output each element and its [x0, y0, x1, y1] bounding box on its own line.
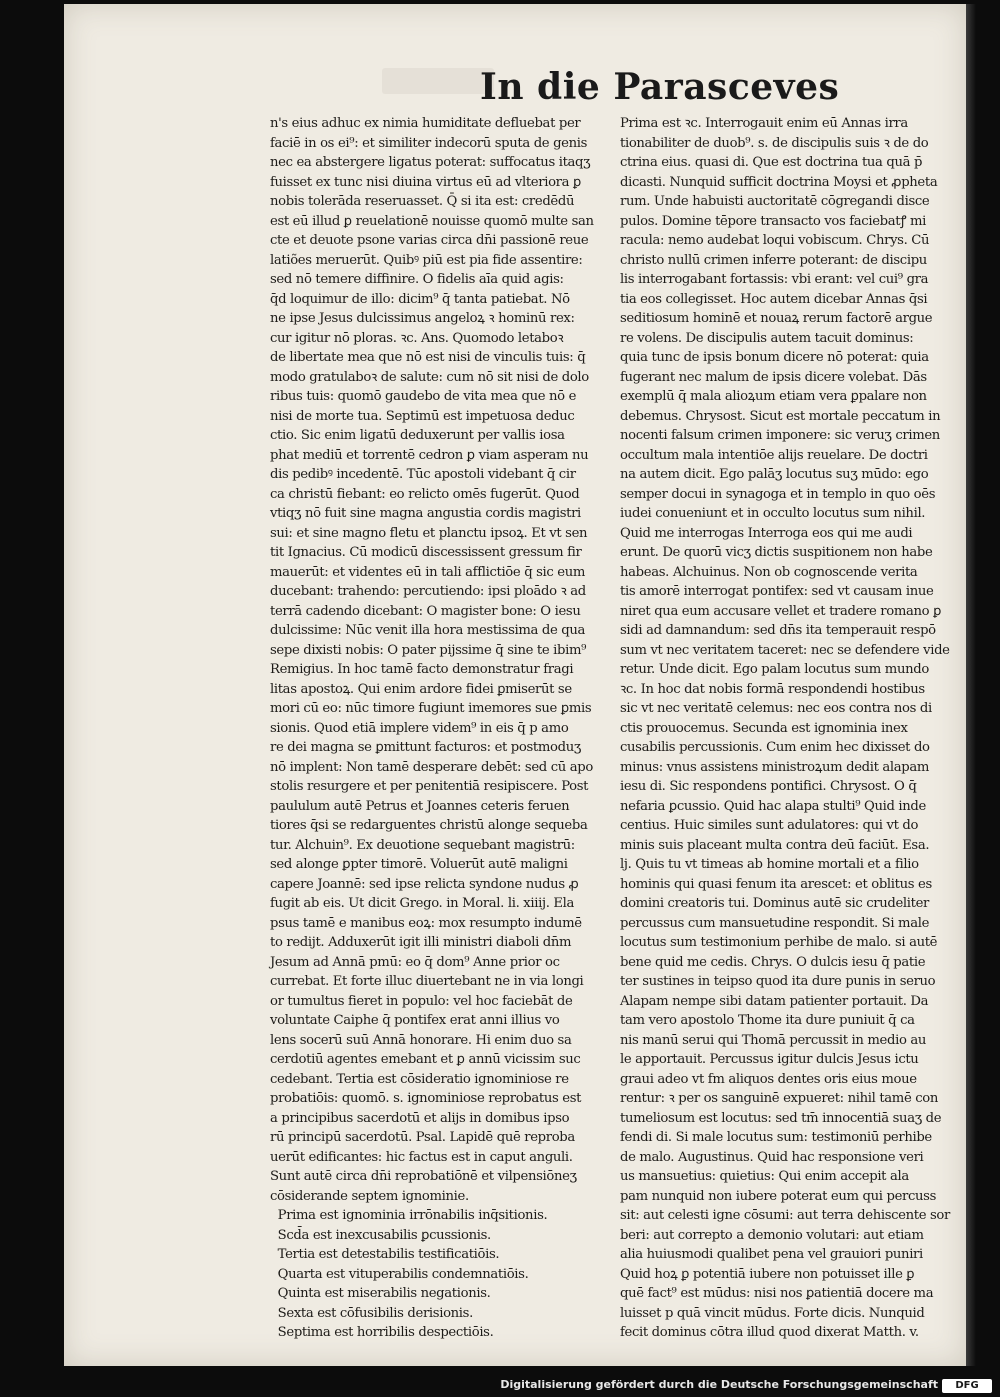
text-line: rentur: ꝛ per os sanguinē expueret: nihil tamē con — [620, 1091, 939, 1106]
text-line: capere Joannē: sed ipse relicta syndone nudus ꝓ — [270, 876, 579, 892]
text-line: sed nō temere diffinire. O fidelis aīa quid agis: — [270, 272, 564, 287]
text-line: Prima est ꝛc. Interrogauit enim eū Annas irra — [620, 116, 908, 131]
text-line: nisi de morte tua. Septimū est impetuosa deduc — [270, 408, 575, 424]
text-line: debemus. Chrysost. Sicut est mortale peccatum in — [620, 408, 941, 424]
text-line: dis pedibꝰ incedentē. Tūc apostoli videbant q̄ cir — [270, 467, 576, 482]
text-line: stolis resurgere et per penitentiā resipiscere. Post — [270, 779, 589, 794]
text-line: nobis tolerāda reseruasset. Q̄ si ita est: credēdū — [270, 194, 575, 209]
text-line: exemplū q̄ mala alioꝝum etiam vera ꝑpalare non — [620, 389, 927, 404]
text-line: mori cū eo: nūc timore fugiunt imemores sue ꝑmis — [270, 701, 592, 716]
text-line: pam nunquid non iubere poterat eum qui percuss — [620, 1188, 936, 1204]
text-line: cerdotiū agentes emebant et ꝑ annū vicissim suc — [270, 1052, 581, 1067]
text-line: rū principū sacerdotū. Psal. Lapidē quē reproba — [270, 1130, 575, 1145]
footer-bar — [0, 1376, 1000, 1397]
text-column-right — [620, 114, 950, 1343]
text-line: Tertia est detestabilis testificatiōis. — [270, 1247, 500, 1262]
text-line: currebat. Et forte illuc diuertebant ne in via longi — [270, 974, 584, 989]
text-line: domini creatoris tui. Dominus autē sic crudeliter — [620, 896, 929, 911]
text-line: paululum autē Petrus et Joannes ceteris feruen — [270, 798, 570, 814]
text-line: bene quid me cedis. Chrys. O dulcis iesu q̄ patie — [620, 954, 926, 970]
funding-notice: Digitalisierung gefördert durch die Deutsche Forschungsgemeinschaft — [500, 1378, 938, 1391]
text-line: dulcissime: Nūc venit illa hora mestissima de qua — [270, 623, 586, 638]
text-line: latiões meruerūt. Quibꝰ piū est pia fide assentire: — [270, 252, 583, 268]
text-line: rum. Unde habuisti auctoritatē cōgregandi disce — [620, 194, 930, 209]
page-edge-shadow — [966, 4, 976, 1366]
text-line: probatiōis: quomō. s. ignominiose reprobatus est — [270, 1091, 582, 1106]
text-line: luisset p quā vincit mūdus. Forte dicis. Nunquid — [620, 1305, 925, 1321]
text-line: nocenti falsum crimen imponere: sic veruʒ crimen — [620, 428, 940, 443]
text-line: q̄d loquimur de illo: dicim⁹ q̄ tanta patiebat. Nō — [270, 291, 570, 307]
text-line: fecit dominus cōtra illud quod dixerat Matth. v. — [620, 1325, 919, 1340]
text-line: beri: aut correpto a demonio volutari: aut etiam — [620, 1227, 924, 1243]
text-line: tam vero apostolo Thome ita dure puniuit q̄ ca — [620, 1013, 915, 1028]
text-line: voluntate Caiphe q̄ pontifex erat anni illius vo — [270, 1013, 560, 1028]
text-line: tur. Alchuin⁹. Ex deuotione sequebant magistrū: — [270, 837, 575, 853]
text-line: sic vt nec veritatē celemus: nec eos contra nos di — [620, 701, 932, 716]
text-line: lj. Quis tu vt timeas ab homine mortali et a filio — [620, 857, 919, 872]
text-line: Quid me interrogas Interroga eos qui me audi — [620, 525, 913, 541]
text-line: ctio. Sic enim ligatū deduxerunt per vallis iosa — [270, 428, 565, 443]
text-line: Quinta est miserabilis negationis. — [270, 1286, 491, 1301]
text-column-left — [270, 114, 606, 1343]
text-line: or tumultus fieret in populo: vel hoc faciebāt de — [270, 993, 573, 1009]
text-line: sionis. Quod etiā implere videm⁹ in eis q̄ p amo — [270, 720, 569, 736]
text-line: cte et deuote psone varias circa dn̄i passionē reue — [270, 233, 589, 248]
text-line: de libertate mea que nō est nisi de vinculis tuis: q̄ — [270, 350, 586, 365]
text-line: ꝛc. In hoc dat nobis formā respondendi hostibus — [620, 681, 925, 697]
text-line: de malo. Augustinus. Quid hac responsione veri — [620, 1149, 924, 1165]
text-line: erunt. De quorū vicʒ dictis suspitionem non habe — [620, 545, 933, 560]
text-line: faciē in os ei⁹: et similiter indecorū sputa de genis — [270, 135, 588, 151]
text-line: tit Ignacius. Cū modicū discessissent gressum fir — [270, 545, 582, 560]
text-line: Septima est horribilis despectiōis. — [270, 1325, 494, 1340]
text-line: centius. Huic similes sunt adulatores: qui vt do — [620, 818, 919, 833]
text-line: tionabiliter de duob⁹. s. de discipulis suis ꝛ de do — [620, 135, 929, 151]
text-line: ne ipse Jesus dulcissimus angeloꝝ ꝛ hominū rex: — [270, 311, 575, 326]
text-line: le apportauit. Percussus igitur dulcis Jesus ictu — [620, 1052, 919, 1067]
text-line: pulos. Domine tēpore transacto vos faciebatꝭ mi — [620, 213, 926, 229]
text-line: quē fact⁹ est mūdus: nisi nos ꝑatientiā docere ma — [620, 1286, 934, 1301]
text-line: nis manū serui qui Thomā percussit in medio au — [620, 1032, 927, 1048]
dfg-logo: DFG — [942, 1379, 992, 1393]
text-line: Quarta est vituperabilis condemnatiōis. — [270, 1266, 529, 1282]
text-line: cōsiderande septem ignominie. — [270, 1188, 469, 1204]
text-line: Scd̄a est inexcusabilis ꝑcussionis. — [270, 1227, 491, 1243]
text-line: ter sustines in teipso quod ita dure punis in seruo — [620, 974, 936, 989]
text-line: terrā cadendo dicebant: O magister bone: O iesu — [270, 603, 581, 619]
text-line: graui adeo vt fm aliquos dentes oris eius moue — [620, 1071, 917, 1087]
faded-folio-mark — [382, 68, 494, 94]
text-line: minus: vnus assistens ministroꝝum dedit alapam — [620, 759, 930, 775]
text-line: to redijt. Adduxerūt igit illi ministri diaboli dn̄m — [270, 935, 572, 950]
text-line: nō implent: Non tamē desperare debēt: sed cū apo — [270, 759, 593, 775]
text-line: sui: et sine magno fletu et planctu ipsoꝝ. Et vt sen — [270, 525, 588, 541]
text-line: sum vt nec veritatem taceret: nec se defendere vide — [620, 642, 950, 658]
text-line: fendi di. Si male locutus sum: testimoniū perhibe — [620, 1130, 932, 1145]
text-line: Alapam nempe sibi datam patienter portauit. Da — [620, 993, 929, 1009]
text-line: iesu di. Sic respondens pontifici. Chrysost. O q̄ — [620, 779, 917, 794]
text-line: n's eius adhuc ex nimia humiditate defluebat per — [270, 116, 581, 131]
text-line: tis amorē interrogat pontifex: sed vt causam inue — [620, 584, 934, 599]
text-line: sed alonge ꝑpter timorē. Voluerūt autē maligni — [270, 857, 568, 872]
text-line: ctis prouocemus. Secunda est ignominia inex — [620, 720, 908, 736]
text-line: dicasti. Nunquid sufficit doctrina Moysi et ꝓpheta — [620, 174, 938, 190]
text-line: sit: aut celesti igne cōsumi: aut terra dehiscente sor — [620, 1208, 950, 1223]
text-line: uerūt edificantes: hic factus est in caput anguli. — [270, 1149, 573, 1165]
text-line: niret qua eum accusare vellet et tradere romano ꝑ — [620, 603, 942, 619]
text-line: occultum mala intentiōe alijs reuelare. De doctri — [620, 447, 928, 463]
text-line: psus tamē e manibus eoꝝ: mox resumpto indumē — [270, 915, 582, 931]
text-line: modo gratulaboꝛ de salute: cum nō sit nisi de dolo — [270, 369, 589, 385]
text-line: sidi ad damnandum: sed dn̄s ita temperauit respō — [620, 623, 936, 638]
text-line: a principibus sacerdotū et alijs in domibus ipso — [270, 1110, 570, 1126]
text-line: us mansuetius: quietius: Qui enim accepit ala — [620, 1169, 909, 1184]
text-line: Prima est ignominia irrōnabilis inq̄sitionis. — [270, 1208, 548, 1223]
text-line: na autem dicit. Ego palāʒ locutus suʒ mūdo: ego — [620, 467, 929, 482]
text-line: iudei conueniunt et in occulto locutus sum nihil. — [620, 506, 926, 521]
text-line: fugit ab eis. Ut dicit Grego. in Moral. li. xiiij. Ela — [270, 896, 575, 911]
text-line: cusabilis percussionis. Cum enim hec dixisset do — [620, 740, 930, 755]
text-line: tia eos collegisset. Hoc autem dicebar Annas q̄si — [620, 291, 928, 307]
text-line: hominis qui quasi fenum ita arescet: et oblitus es — [620, 876, 932, 892]
text-line: ducebant: trahendo: percutiendo: ipsi ploādo ꝛ ad — [270, 584, 586, 599]
text-line: christo nullū crimen inferre poterant: de discipu — [620, 252, 927, 268]
text-line: Sexta est cōfusibilis derisionis. — [270, 1305, 473, 1321]
text-line: fuisset ex tunc nisi diuina virtus eū ad vlteriora ꝑ — [270, 174, 581, 190]
text-line: phat mediū et torrentē cedron ꝑ viam asperam nu — [270, 447, 589, 463]
text-line: habeas. Alchuinus. Non ob cognoscende verita — [620, 564, 918, 580]
text-line: Quid hoꝝ ꝑ potentiā iubere non potuisset ille ꝑ — [620, 1266, 915, 1282]
text-line: alia huiusmodi qualibet pena vel grauiori puniri — [620, 1247, 923, 1262]
text-line: vtiqʒ nō fuit sine magna angustia cordis magistri — [270, 506, 581, 521]
text-line: litas apostoꝝ. Qui enim ardore fidei ꝑmiserūt se — [270, 681, 572, 697]
text-line: est eū illud ꝑ reuelationē nouisse quomō multe san — [270, 213, 594, 229]
text-line: semper docui in synagoga et in templo in quo oēs — [620, 486, 936, 502]
text-line: tiores q̄si se redarguentes christū alonge sequeba — [270, 818, 588, 833]
text-line: Sunt autē circa dn̄i reprobatiōnē et vilpensiōneʒ — [270, 1169, 577, 1184]
text-line: minis suis placeant multa contra deū faciūt. Esa. — [620, 837, 930, 853]
text-line: nec ea abstergere ligatus poterat: suffocatus itaqʒ — [270, 155, 591, 170]
text-line: ca christū fiebant: eo relicto omēs fugerūt. Quod — [270, 486, 580, 502]
text-line: mauerūt: et videntes eū in tali afflictiōe q̄ sic eum — [270, 564, 586, 580]
text-line: percussus cum mansuetudine respondit. Si male — [620, 915, 930, 931]
text-line: nefaria ꝑcussio. Quid hac alapa stulti⁹ Quid inde — [620, 798, 926, 814]
text-line: Jesum ad Annā pmū: eo q̄ dom⁹ Anne prior oc — [270, 954, 560, 970]
text-line: cur igitur nō ploras. ꝛc. Ans. Quomodo letaboꝛ — [270, 330, 564, 346]
text-line: re volens. De discipulis autem tacuit dominus: — [620, 330, 914, 346]
text-line: lens socerū suū Annā honorare. Hi enim duo sa — [270, 1032, 572, 1048]
text-line: ctrina eius. quasi di. Que est doctrina tua quā p̄ — [620, 155, 923, 170]
text-line: cedebant. Tertia est cōsideratio ignominiose re — [270, 1071, 569, 1087]
text-line: retur. Unde dicit. Ego palam locutus sum mundo — [620, 662, 929, 677]
text-line: tumeliosum est locutus: sed tm̄ innocentiā suaʒ de — [620, 1110, 942, 1126]
running-head: In die Parasceves — [480, 66, 840, 108]
text-line: quia tunc de ipsis bonum dicere nō poterat: quia — [620, 350, 929, 365]
text-line: locutus sum testimonium perhibe de malo. si autē — [620, 935, 938, 950]
text-line: Remigius. In hoc tamē facto demonstratur fragi — [270, 662, 574, 677]
text-line: re dei magna se ꝑmittunt facturos: et postmoduʒ — [270, 740, 581, 755]
text-line: sepe dixisti nobis: O pater pijssime q̄ sine te ibim⁹ — [270, 642, 587, 658]
text-line: seditiosum hominē et nouaꝝ rerum factorē argue — [620, 311, 933, 326]
text-line: fugerant nec malum de ipsis dicere volebat. Dās — [620, 369, 927, 385]
text-line: lis interrogabant fortassis: vbi erant: vel cui⁹ gra — [620, 272, 929, 287]
text-line: ribus tuis: quomō gaudebo de vita mea que nō e — [270, 389, 577, 404]
text-line: racula: nemo audebat loqui vobiscum. Chrys. Cū — [620, 233, 930, 248]
